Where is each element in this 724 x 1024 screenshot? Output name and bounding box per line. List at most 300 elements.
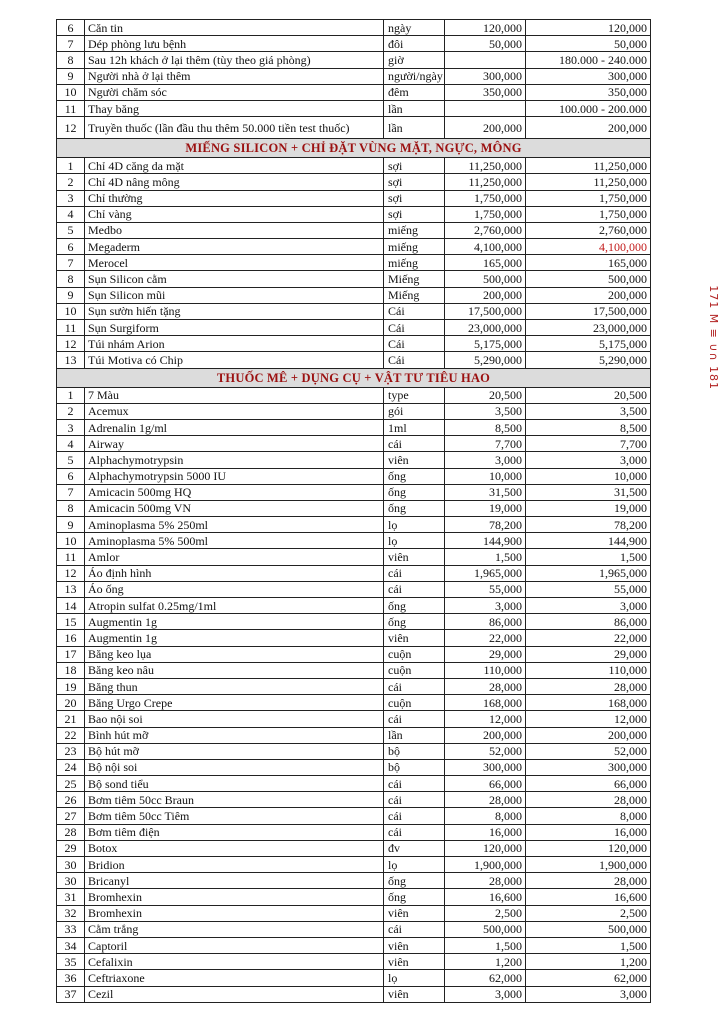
item-name-cell: Bridion [85,857,384,873]
unit-cell: Cái [384,303,445,319]
item-name-cell: Amicacin 500mg VN [85,500,384,516]
total-price-cell: 100.000 - 200.000 [526,100,651,116]
table-row [57,403,651,419]
unit-price-cell: 23,000,000 [445,320,526,336]
table-row [57,646,651,662]
table-row [57,533,651,549]
item-name-cell: Dép phòng lưu bệnh [85,36,384,52]
stt-cell: 6 [57,468,85,484]
unit-price-cell: 1,965,000 [445,565,526,581]
table-row [57,303,651,319]
total-price-cell: 8,000 [526,808,651,824]
table-row [57,52,651,68]
unit-price-cell: 10,000 [445,468,526,484]
stt-cell: 35 [57,954,85,970]
unit-cell: viên [384,549,445,565]
unit-price-cell: 8,500 [445,419,526,435]
stt-cell: 8 [57,500,85,516]
total-price-cell: 1,900,000 [526,857,651,873]
stt-cell: 11 [57,100,85,116]
total-price-cell: 5,290,000 [526,352,651,368]
table-row [57,158,651,174]
unit-cell: cái [384,808,445,824]
unit-price-cell: 5,290,000 [445,352,526,368]
unit-cell: lần [384,727,445,743]
table-row [57,921,651,937]
total-price-cell: 20,500 [526,387,651,403]
total-price-cell: 3,000 [526,598,651,614]
unit-cell: lọ [384,517,445,533]
table-row [57,678,651,694]
table-row [57,484,651,500]
table-row [57,320,651,336]
item-name-cell: Sụn Silicon cằm [85,271,384,287]
unit-price-cell: 168,000 [445,695,526,711]
item-name-cell: Augmentin 1g [85,614,384,630]
stt-cell: 25 [57,776,85,792]
unit-price-cell: 500,000 [445,271,526,287]
stt-cell: 8 [57,52,85,68]
item-name-cell: Botox [85,840,384,856]
stt-cell: 32 [57,905,85,921]
stt-cell: 6 [57,20,85,36]
table-row [57,954,651,970]
unit-cell: cái [384,565,445,581]
unit-cell: đv [384,840,445,856]
unit-price-cell: 29,000 [445,646,526,662]
total-price-cell: 52,000 [526,743,651,759]
unit-cell: sợi [384,206,445,222]
unit-price-cell: 86,000 [445,614,526,630]
item-name-cell: Bao nội soi [85,711,384,727]
table-row [57,549,651,565]
unit-price-cell: 16,600 [445,889,526,905]
table-row [57,20,651,36]
item-name-cell: Túi nhám Arion [85,336,384,352]
item-name-cell: Sụn sườn hiến tặng [85,303,384,319]
total-price-cell: 2,760,000 [526,222,651,238]
item-name-cell: Truyền thuốc (lần đầu thu thêm 50.000 tiền test thuốc) [85,117,384,139]
item-name-cell: Aminoplasma 5% 500ml [85,533,384,549]
total-price-cell: 3,500 [526,403,651,419]
unit-cell: miếng [384,239,445,255]
unit-cell: lần [384,117,445,139]
stt-cell: 1 [57,158,85,174]
stt-cell: 33 [57,921,85,937]
stt-cell: 19 [57,678,85,694]
total-price-cell: 120,000 [526,20,651,36]
stt-cell: 21 [57,711,85,727]
table-body-silicon [57,158,651,368]
unit-cell: cái [384,792,445,808]
total-price-cell: 29,000 [526,646,651,662]
table-row [57,630,651,646]
unit-price-cell: 16,000 [445,824,526,840]
total-price-cell: 500,000 [526,271,651,287]
total-price-cell: 28,000 [526,873,651,889]
item-name-cell: Sụn Silicon mũi [85,287,384,303]
item-name-cell: Bộ sond tiểu [85,776,384,792]
unit-cell: sợi [384,190,445,206]
stt-cell: 4 [57,206,85,222]
total-price-cell: 55,000 [526,581,651,597]
unit-price-cell: 300,000 [445,759,526,775]
table-row [57,436,651,452]
item-name-cell: Cằm trắng [85,921,384,937]
stt-cell: 18 [57,662,85,678]
unit-price-cell: 20,500 [445,387,526,403]
stt-cell: 11 [57,549,85,565]
item-name-cell: Bơm tiêm điện [85,824,384,840]
item-name-cell: Atropin sulfat 0.25mg/1ml [85,598,384,614]
table-row [57,68,651,84]
unit-price-cell: 300,000 [445,68,526,84]
unit-cell: Miếng [384,287,445,303]
total-price-cell: 3,000 [526,452,651,468]
unit-price-cell: 1,500 [445,549,526,565]
stt-cell: 4 [57,436,85,452]
total-price-cell: 10,000 [526,468,651,484]
stt-cell: 12 [57,336,85,352]
table-row [57,36,651,52]
item-name-cell: Augmentin 1g [85,630,384,646]
unit-cell: viên [384,937,445,953]
stt-cell: 7 [57,36,85,52]
stt-cell: 10 [57,303,85,319]
table-row [57,695,651,711]
unit-cell: Cái [384,352,445,368]
unit-price-cell: 4,100,000 [445,239,526,255]
unit-cell: cuộn [384,662,445,678]
total-price-cell: 23,000,000 [526,320,651,336]
unit-cell: cái [384,581,445,597]
stt-cell: 29 [57,840,85,856]
total-price-cell: 180.000 - 240.000 [526,52,651,68]
table-row [57,727,651,743]
unit-cell: đêm [384,84,445,100]
unit-cell: sợi [384,174,445,190]
unit-cell: viên [384,630,445,646]
stt-cell: 7 [57,484,85,500]
item-name-cell: Adrenalin 1g/ml [85,419,384,435]
table-row [57,873,651,889]
stt-cell: 24 [57,759,85,775]
unit-cell: viên [384,954,445,970]
unit-price-cell: 3,000 [445,452,526,468]
table-row [57,222,651,238]
table-row [57,662,651,678]
unit-cell: bộ [384,743,445,759]
total-price-cell: 16,600 [526,889,651,905]
item-name-cell: Ceftriaxone [85,970,384,986]
unit-cell: viên [384,986,445,1002]
total-price-cell: 50,000 [526,36,651,52]
unit-price-cell: 31,500 [445,484,526,500]
unit-cell: đôi [384,36,445,52]
price-list-sheet [56,19,650,1003]
unit-price-cell: 500,000 [445,921,526,937]
table-row [57,857,651,873]
item-name-cell: Căn tin [85,20,384,36]
total-price-cell: 78,200 [526,517,651,533]
section-header-silicon [57,139,651,158]
total-price-cell: 22,000 [526,630,651,646]
table-row [57,84,651,100]
unit-price-cell: 200,000 [445,287,526,303]
stt-cell: 16 [57,630,85,646]
total-price-cell: 1,200 [526,954,651,970]
table-row [57,565,651,581]
unit-cell: viên [384,452,445,468]
table-body-general [57,20,651,139]
table-row [57,711,651,727]
unit-cell: viên [384,905,445,921]
item-name-cell: Áo định hình [85,565,384,581]
item-name-cell: Chỉ thường [85,190,384,206]
unit-price-cell: 28,000 [445,792,526,808]
table-row [57,581,651,597]
total-price-cell: 1,750,000 [526,206,651,222]
table-row [57,117,651,139]
total-price-cell: 8,500 [526,419,651,435]
item-name-cell: Bromhexin [85,889,384,905]
stt-cell: 26 [57,792,85,808]
item-name-cell: Aminoplasma 5% 250ml [85,517,384,533]
item-name-cell: Bộ hút mỡ [85,743,384,759]
total-price-cell: 200,000 [526,117,651,139]
stt-cell: 30 [57,873,85,889]
stt-cell: 9 [57,287,85,303]
unit-cell: lọ [384,857,445,873]
unit-cell: ống [384,468,445,484]
stt-cell: 23 [57,743,85,759]
stt-cell: 15 [57,614,85,630]
unit-cell: ống [384,500,445,516]
item-name-cell: 7 Màu [85,387,384,403]
unit-cell: ống [384,873,445,889]
stt-cell: 3 [57,190,85,206]
table-row [57,352,651,368]
unit-cell: gói [384,403,445,419]
table-row [57,776,651,792]
item-name-cell: Chỉ 4D căng da mặt [85,158,384,174]
item-name-cell: Bromhexin [85,905,384,921]
total-price-cell: 19,000 [526,500,651,516]
item-name-cell: Sụn Surgiform [85,320,384,336]
unit-price-cell: 7,700 [445,436,526,452]
unit-price-cell: 50,000 [445,36,526,52]
unit-price-cell: 200,000 [445,117,526,139]
stt-cell: 3 [57,419,85,435]
table-row [57,100,651,116]
total-price-cell: 200,000 [526,727,651,743]
item-name-cell: Cezil [85,986,384,1002]
stt-cell: 31 [57,889,85,905]
total-price-cell: 11,250,000 [526,174,651,190]
stt-cell: 27 [57,808,85,824]
item-name-cell: Người nhà ở lại thêm [85,68,384,84]
total-price-cell: 110,000 [526,662,651,678]
table-row [57,336,651,352]
total-price-cell: 3,000 [526,986,651,1002]
unit-price-cell: 350,000 [445,84,526,100]
table-row [57,387,651,403]
unit-cell: cái [384,436,445,452]
unit-price-cell [445,100,526,116]
stt-cell: 22 [57,727,85,743]
total-price-cell: 168,000 [526,695,651,711]
unit-cell: cái [384,824,445,840]
table-row [57,239,651,255]
unit-cell: cái [384,678,445,694]
unit-cell: lọ [384,533,445,549]
table-row [57,452,651,468]
stt-cell: 8 [57,271,85,287]
item-name-cell: Cefalixin [85,954,384,970]
unit-price-cell: 12,000 [445,711,526,727]
table-row [57,743,651,759]
table-row [57,889,651,905]
unit-cell: cái [384,776,445,792]
item-name-cell: Amicacin 500mg HQ [85,484,384,500]
item-name-cell: Chỉ vàng [85,206,384,222]
unit-price-cell [445,52,526,68]
stt-cell: 37 [57,986,85,1002]
item-name-cell: Merocel [85,255,384,271]
table-row [57,500,651,516]
unit-cell: ống [384,598,445,614]
unit-price-cell: 11,250,000 [445,158,526,174]
table-row [57,905,651,921]
unit-cell: miếng [384,255,445,271]
table-row [57,468,651,484]
unit-price-cell: 3,500 [445,403,526,419]
margin-handwritten-stamp: 171 M ≡ ∪∩ 181 [707,285,720,390]
section-title-silicon: MIẾNG SILICON + CHỈ ĐẶT VÙNG MẶT, NGỰC, MÔNG [57,139,651,158]
unit-price-cell: 1,750,000 [445,206,526,222]
unit-price-cell: 78,200 [445,517,526,533]
stt-cell: 12 [57,565,85,581]
table-row [57,174,651,190]
item-name-cell: Bricanyl [85,873,384,889]
unit-cell: người/ngày [384,68,445,84]
unit-cell: cuộn [384,646,445,662]
table-row [57,824,651,840]
unit-price-cell: 1,200 [445,954,526,970]
table-row [57,419,651,435]
stt-cell: 17 [57,646,85,662]
price-table [56,19,651,1003]
total-price-cell: 5,175,000 [526,336,651,352]
total-price-cell: 1,500 [526,549,651,565]
unit-cell: cái [384,921,445,937]
table-row [57,190,651,206]
unit-price-cell: 28,000 [445,678,526,694]
unit-cell: lọ [384,970,445,986]
unit-cell: giờ [384,52,445,68]
unit-price-cell: 3,000 [445,598,526,614]
stt-cell: 28 [57,824,85,840]
item-name-cell: Captoril [85,937,384,953]
stt-cell: 2 [57,174,85,190]
item-name-cell: Alphachymotrypsin 5000 IU [85,468,384,484]
table-row [57,792,651,808]
section-header-drugs [57,368,651,387]
unit-price-cell: 52,000 [445,743,526,759]
stt-cell: 9 [57,68,85,84]
table-row [57,255,651,271]
table-row [57,614,651,630]
item-name-cell: Alphachymotrypsin [85,452,384,468]
item-name-cell: Băng keo lụa [85,646,384,662]
total-price-cell: 28,000 [526,792,651,808]
stt-cell: 14 [57,598,85,614]
unit-cell: sợi [384,158,445,174]
total-price-cell: 16,000 [526,824,651,840]
item-name-cell: Băng Urgo Crepe [85,695,384,711]
stt-cell: 1 [57,387,85,403]
item-name-cell: Megaderm [85,239,384,255]
total-price-cell: 4,100,000 [526,239,651,255]
stt-cell: 11 [57,320,85,336]
unit-cell: Cái [384,320,445,336]
total-price-cell: 300,000 [526,68,651,84]
unit-price-cell: 55,000 [445,581,526,597]
unit-price-cell: 8,000 [445,808,526,824]
unit-cell: lần [384,100,445,116]
item-name-cell: Bơm tiêm 50cc Tiêm [85,808,384,824]
unit-cell: bộ [384,759,445,775]
item-name-cell: Amlor [85,549,384,565]
total-price-cell: 11,250,000 [526,158,651,174]
unit-cell: 1ml [384,419,445,435]
table-row [57,759,651,775]
unit-cell: cái [384,711,445,727]
unit-price-cell: 144,900 [445,533,526,549]
unit-price-cell: 19,000 [445,500,526,516]
total-price-cell: 200,000 [526,287,651,303]
unit-cell: Miếng [384,271,445,287]
unit-price-cell: 28,000 [445,873,526,889]
total-price-cell: 1,965,000 [526,565,651,581]
unit-price-cell: 2,500 [445,905,526,921]
table-row [57,840,651,856]
item-name-cell: Medbo [85,222,384,238]
table-row [57,517,651,533]
total-price-cell: 17,500,000 [526,303,651,319]
total-price-cell: 1,750,000 [526,190,651,206]
stt-cell: 13 [57,581,85,597]
unit-price-cell: 1,750,000 [445,190,526,206]
total-price-cell: 12,000 [526,711,651,727]
stt-cell: 7 [57,255,85,271]
unit-price-cell: 120,000 [445,840,526,856]
stt-cell: 6 [57,239,85,255]
table-row [57,271,651,287]
item-name-cell: Bộ nội soi [85,759,384,775]
total-price-cell: 7,700 [526,436,651,452]
unit-price-cell: 22,000 [445,630,526,646]
unit-price-cell: 1,500 [445,937,526,953]
stt-cell: 5 [57,222,85,238]
total-price-cell: 28,000 [526,678,651,694]
unit-price-cell: 200,000 [445,727,526,743]
unit-price-cell: 2,760,000 [445,222,526,238]
unit-cell: type [384,387,445,403]
total-price-cell: 62,000 [526,970,651,986]
table-body-drugs [57,387,651,1002]
stt-cell: 5 [57,452,85,468]
